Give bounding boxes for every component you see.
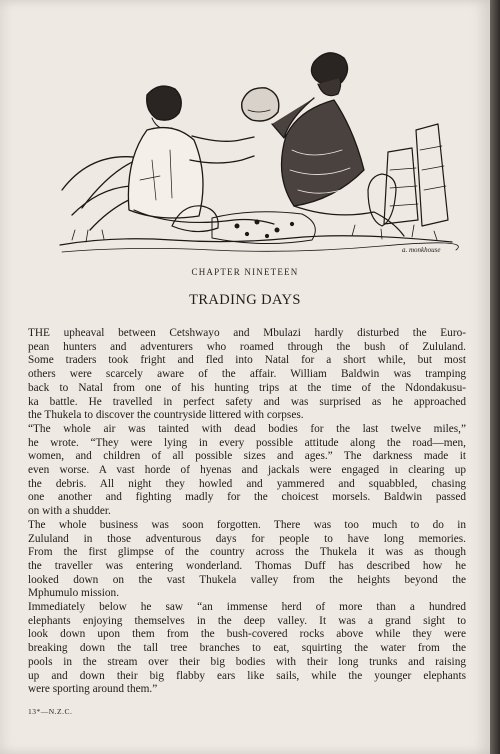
text-line: even worse. A vast horde of hyenas and jackals were engaged in clearing up [28,464,466,477]
chapter-number: CHAPTER NINETEEN [191,267,299,277]
paragraph [28,601,466,697]
text-line: the traveller was entering wonderland. Thomas Duff has described how he [28,559,466,572]
text-line: look down upon them from the bush-covered rocks above while they were [28,628,466,641]
artist-signature: a. monkhouse [402,246,441,254]
text-line: The whole business was soon forgotten. There was too much to do in [28,518,466,531]
text-line: ka battle. He travelled in perfect safety and was surprised as he approached [28,395,466,408]
text-line: one another and fighting madly for the choicest morsels. Baldwin passed [28,491,466,504]
text-line: From the first glimpse of the country across the Thukela it was as though [28,546,466,559]
text-line: breaking down the tall tree branches to eat, squirting the water from the [28,642,466,655]
chapter-illustration [52,40,462,260]
paragraph [28,327,466,423]
text-line: Immediately below he saw “an immense herd of more than a hundred [28,601,466,614]
text-line: he wrote. “They were lying in every possible attitude along the road—men, [28,436,466,449]
signature-mark: 13*—N.Z.C. [28,707,73,716]
text-line: Zululand in those adventurous days for people to have long memories. [28,532,466,545]
text-line: pean hunters and adventurers who roamed through the bush of Zululand. [28,340,466,353]
text-line: others were scarcely aware of the affair. William Baldwin was tramping [28,368,466,381]
text-line: on with a shudder. [28,505,111,518]
text-line: Mphumulo mission. [28,587,120,600]
text-line: back to Natal from one of his hunting trips at the time of the Ndondakusu- [28,381,466,394]
text-line: were sporting around them.” [28,683,158,696]
chapter-title: TRADING DAYS [189,292,301,308]
text-line: “The whole air was tainted with dead bodies for the last twelve miles,” [28,422,466,435]
paragraph [28,519,466,601]
text-line: pools in the stream over their big bodies with their long trunks and raising [28,655,466,668]
text-line: elephants enjoying themselves in the deep valley. It was a grand sight to [28,614,466,627]
book-edge [490,0,500,754]
text-line: THE upheaval between Cetshwayo and Mbulazi hardly disturbed the Euro- [28,327,466,339]
paragraph [28,423,466,519]
text-line: the Thukela to discover the countryside littered with corpses. [28,409,304,422]
text-line: Some traders took fright and fled into Natal for a short while, but most [28,354,466,367]
body-text [28,327,466,697]
text-line: the debris. All night they howled and yammered and squabbled, chasing [28,477,466,490]
text-line: up and down their big flabby ears like sails, while the younger elephants [28,669,466,682]
text-line: women, and children of all possible sizes and ages.” The darkness made it [28,450,466,463]
text-line: looked down on the vast Thukela valley from the heights beyond the [28,573,466,586]
